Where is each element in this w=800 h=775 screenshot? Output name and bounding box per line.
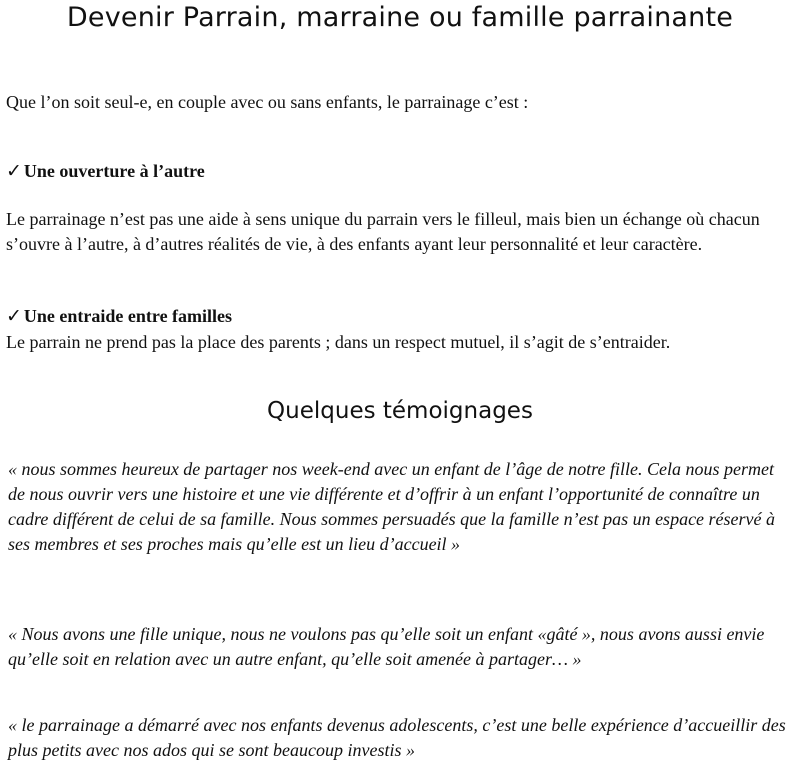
section-text-ouverture: Le parrainage n’est pas une aide à sens unique du parrain vers le filleul, mais bien un échange où chacun s’ouvre à l’autre, à d’autres réalités de vie, à des enfants ayant leur personnalité et leur caractère. xyxy=(6,209,760,254)
checkmark-icon: ✓ xyxy=(6,306,22,327)
section-heading-ouverture xyxy=(6,160,205,183)
section-heading-entraide xyxy=(6,305,232,328)
section-heading-label: Une entraide entre familles xyxy=(23,306,233,326)
testimonial-quote: « nous sommes heureux de partager nos week-end avec un enfant de l’âge de notre fille. Cela nous permet de nous ouvrir vers une histoire et une vie différente et d’offrir à un enfant l’opportunité de connaître un cadre différent de celui de sa famille. Nous sommes persuadés que la famille n’est pas un espace réservé à ses membres et ses proches mais qu’elle est un lieu d’accueil » xyxy=(8,459,776,554)
testimonial-quote: « le parrainage a démarré avec nos enfants devenus adolescents, c’est une belle expérience d’accueillir des plus petits avec nos ados qui se sont beaucoup investis » xyxy=(8,715,786,760)
checkmark-icon: ✓ xyxy=(6,161,22,182)
intro-text: Que l’on soit seul-e, en couple avec ou sans enfants, le parrainage c’est : xyxy=(6,92,529,112)
page-title: Devenir Parrain, marraine ou famille parrainante xyxy=(66,2,734,33)
testimonials-title: Quelques témoignages xyxy=(267,398,533,424)
section-heading-label: Une ouverture à l’autre xyxy=(23,161,205,181)
testimonial-quote: « Nous avons une fille unique, nous ne voulons pas qu’elle soit un enfant «gâté », nous avons aussi envie qu’elle soit en relation avec un autre enfant, qu’elle soit amenée à partager… » xyxy=(8,624,765,669)
section-text-entraide: Le parrain ne prend pas la place des parents ; dans un respect mutuel, il s’agit de s’entraider. xyxy=(6,332,671,352)
